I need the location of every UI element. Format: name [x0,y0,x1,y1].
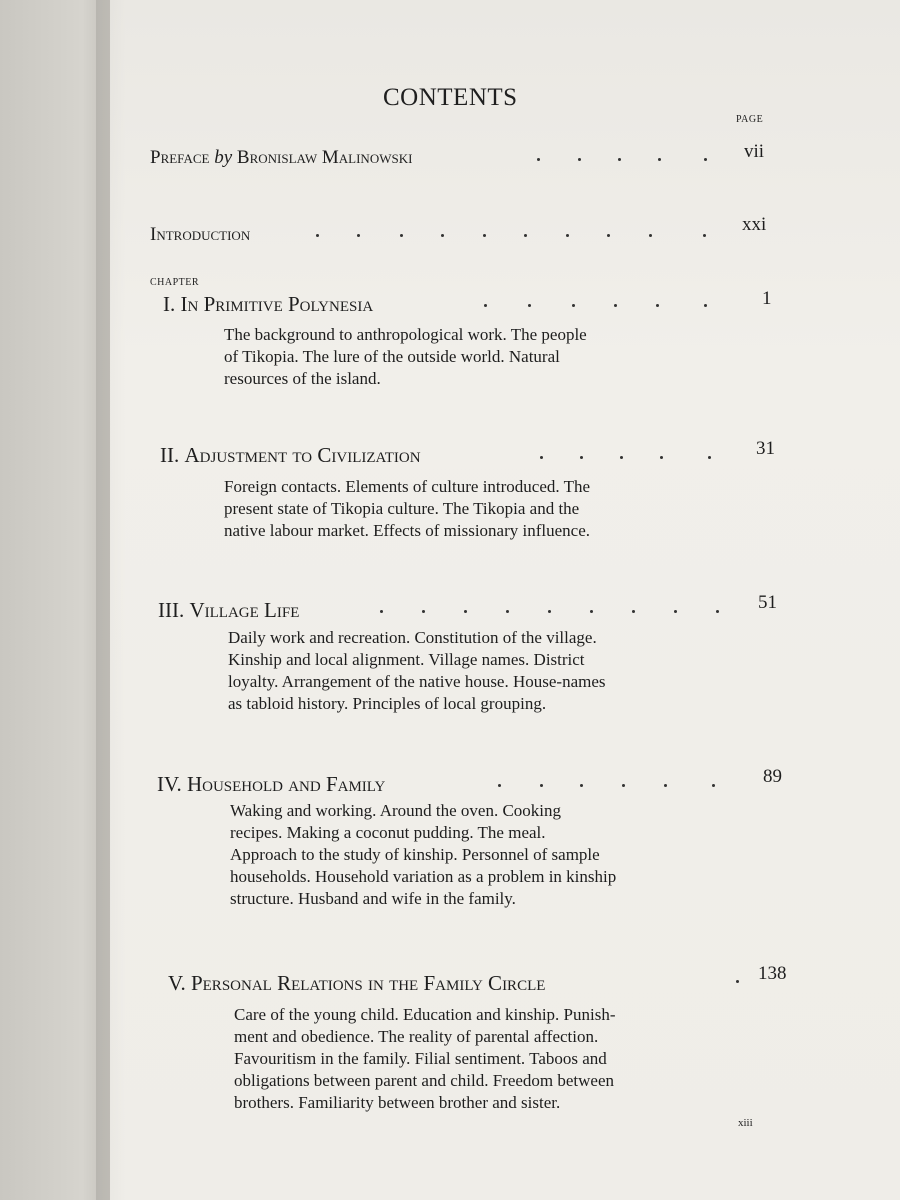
chapter-1-desc-line: resources of the island. [224,369,381,388]
chapter-3-desc-line: Daily work and recreation. Constitution of the village. [228,628,597,647]
chapter-2-heading [160,443,421,468]
chapter-title: Household and Family [186,772,386,796]
chapter-numeral: IV. [157,772,182,796]
chapter-2-page: 31 [756,438,775,459]
leader-dot [664,784,667,787]
chapter-title: Personal Relations in the Family Circle [190,971,546,995]
leader-dot [736,980,739,983]
leader-dot [622,784,625,787]
leader-dot [703,234,706,237]
chapter-3-heading [158,598,299,623]
leader-dot [704,158,707,161]
leader-dot [632,610,635,613]
chapter-title: Village Life [189,598,300,622]
chapter-4-desc-line: structure. Husband and wife in the family. [230,889,516,908]
leader-dot [656,304,659,307]
chapter-1-page: 1 [762,288,772,309]
preface-by: by [214,147,233,168]
chapter-numeral: II. [160,443,180,467]
chapter-1-heading [163,292,373,317]
page-title: CONTENTS [383,84,518,111]
leader-dot [712,784,715,787]
leader-dot [674,610,677,613]
chapter-2-desc-line: Foreign contacts. Elements of culture introduced. The [224,477,591,496]
chapter-1-desc-line: The background to anthropological work. The people [224,325,587,344]
introduction-page: xxi [742,214,767,235]
leader-dot [441,234,444,237]
leader-dot [316,234,319,237]
chapter-3-desc-line: as tabloid history. Principles of local grouping. [228,694,547,713]
chapter-4-heading [157,772,385,797]
leader-dot [578,158,581,161]
leader-dot [528,304,531,307]
chapter-title: In Primitive Polynesia [180,292,374,316]
leader-dot [614,304,617,307]
leader-dot [422,610,425,613]
chapter-4-desc-line: recipes. Making a coconut pudding. The meal. [230,823,546,842]
book-gutter-shadow [96,0,126,1200]
leader-dot [590,610,593,613]
chapter-3-desc-line: loyalty. Arrangement of the native house. House-names [228,672,606,691]
chapter-5-heading [168,971,545,996]
leader-dot [660,456,663,459]
chapter-column-label: CHAPTER [150,277,200,288]
leader-dot [537,158,540,161]
chapter-4-page: 89 [763,766,782,787]
chapter-5-desc-line: obligations between parent and child. Freedom between [234,1071,615,1090]
leader-dot [524,234,527,237]
preface-prefix: Preface [150,147,210,168]
chapter-numeral: I. [163,292,176,316]
leader-dot [580,784,583,787]
chapter-2-desc-line: present state of Tikopia culture. The Tikopia and the [224,499,580,518]
leader-dot [484,304,487,307]
leader-dot [572,304,575,307]
chapter-5-desc-line: ment and obedience. The reality of parental affection. [234,1027,599,1046]
page-column-label: PAGE [736,114,764,125]
chapter-3-page: 51 [758,592,777,613]
leader-dot [566,234,569,237]
chapter-1-desc-line: of Tikopia. The lure of the outside world. Natural [224,347,560,366]
chapter-2-desc-line: native labour market. Effects of missionary influence. [224,521,591,540]
leader-dot [498,784,501,787]
chapter-5-desc-line: brothers. Familiarity between brother and sister. [234,1093,561,1112]
chapter-5-page: 138 [758,963,787,984]
chapter-title: Adjustment to Civilization [184,443,421,467]
leader-dot [658,158,661,161]
leader-dot [618,158,621,161]
leader-dot [464,610,467,613]
leader-dot [357,234,360,237]
leader-dot [704,304,707,307]
preface-page: vii [744,141,765,162]
leader-dot [400,234,403,237]
chapter-5-desc-line: Care of the young child. Education and kinship. Punish- [234,1005,616,1024]
leader-dot [649,234,652,237]
chapter-4-desc-line: households. Household variation as a problem in kinship [230,867,617,886]
leader-dot [380,610,383,613]
leader-dot [540,456,543,459]
leader-dot [620,456,623,459]
chapter-5-desc-line: Favouritism in the family. Filial sentiment. Taboos and [234,1049,607,1068]
preface-author: Bronislaw Malinowski [236,147,413,168]
chapter-4-desc-line: Waking and working. Around the oven. Cooking [230,801,562,820]
chapter-numeral: III. [158,598,185,622]
leader-dot [708,456,711,459]
chapter-numeral: V. [168,971,186,995]
leader-dot [540,784,543,787]
leader-dot [580,456,583,459]
preface-entry [150,147,412,169]
chapter-3-desc-line: Kinship and local alignment. Village names. District [228,650,585,669]
introduction-entry: Introduction [150,224,251,245]
leader-dot [548,610,551,613]
leader-dot [483,234,486,237]
leader-dot [506,610,509,613]
chapter-4-desc-line: Approach to the study of kinship. Personnel of sample [230,845,600,864]
leader-dot [716,610,719,613]
page-folio: xiii [738,1117,753,1129]
leader-dot [607,234,610,237]
